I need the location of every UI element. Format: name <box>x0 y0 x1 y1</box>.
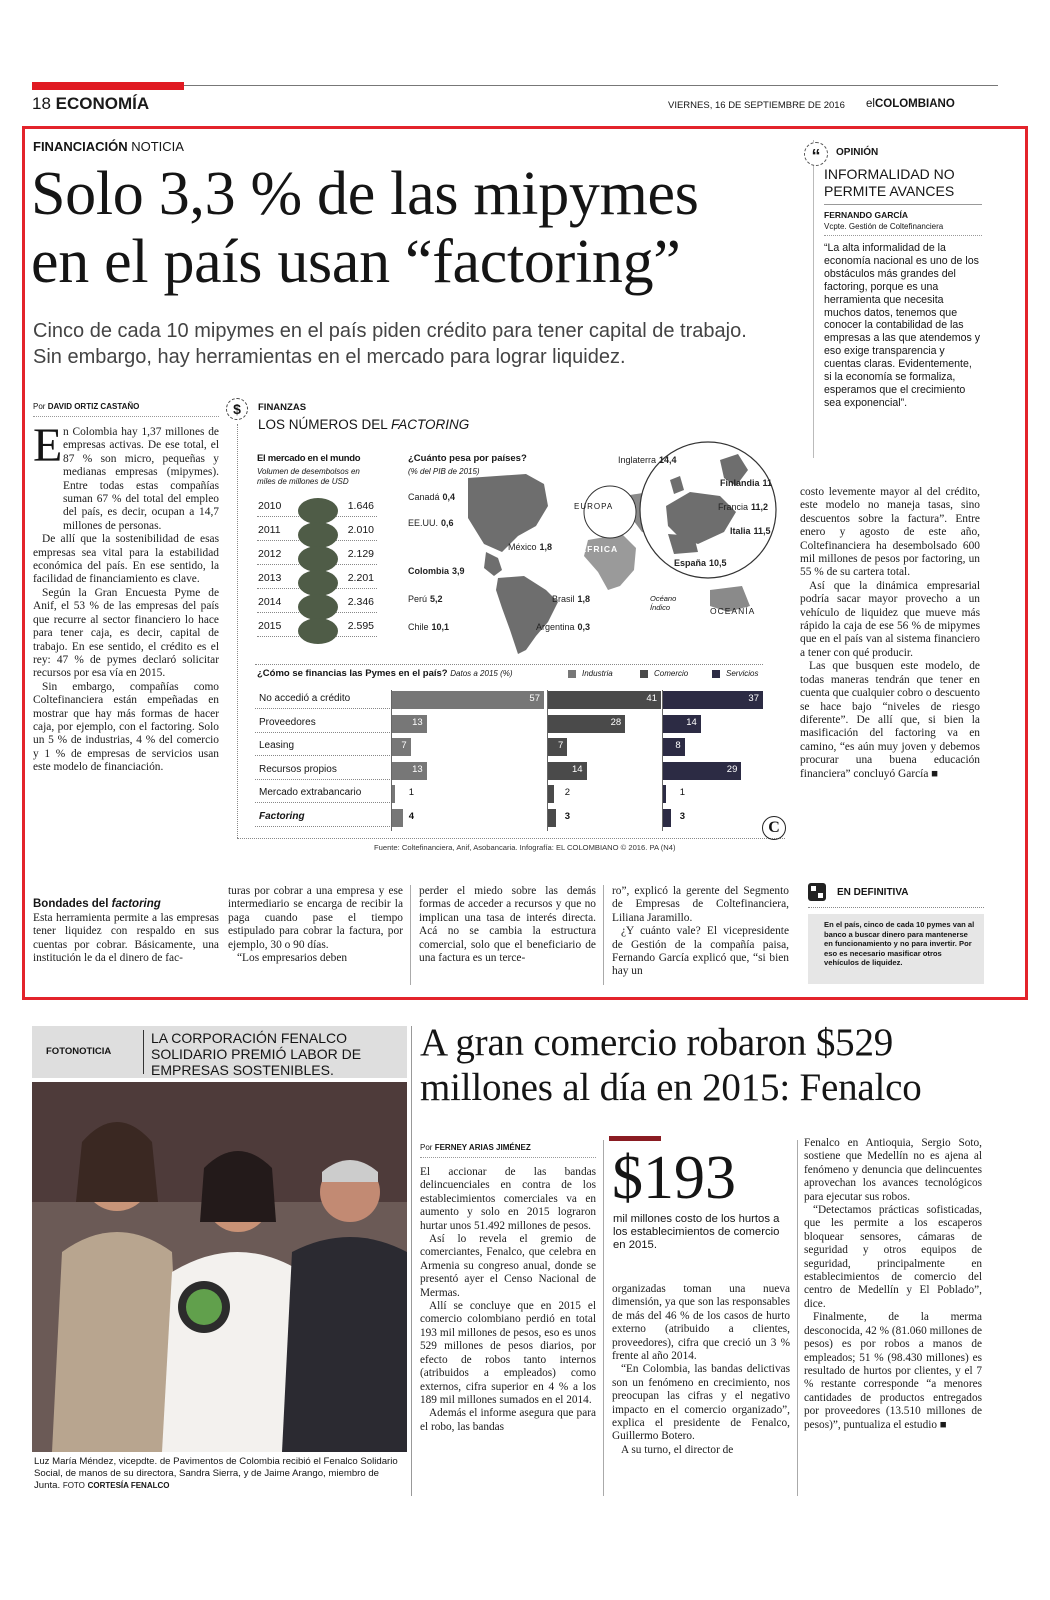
chart-row-rule <box>255 755 390 756</box>
definitiva-text: En el país, cinco de cada 10 pymes van al banco a buscar dinero para mantenerse en funcionamiento y no para invertir. Por eso es necesario masificar otros vehículos de liquidez. <box>824 920 975 968</box>
country-name: Canadá <box>408 492 440 502</box>
paragraph: Así lo revela el gremio de comerciantes, Fenalco, que celebra en Armenia su congreso anual, donde se presentó ayer el Censo Nacional de Mermas. <box>420 1233 596 1299</box>
headline-line-2: en el país usan “factoring” <box>31 228 681 296</box>
chart-subtitle: Datos a 2015 (%) <box>450 669 513 678</box>
legend-swatch <box>568 670 576 678</box>
country-value: 10,5 <box>709 558 727 568</box>
article2-col-1 <box>420 1166 596 1434</box>
country-label <box>536 622 590 632</box>
paragraph: perder el miedo sobre las demás formas de acceder a recursos y que no implican una tasa de interés directa. Acá no se cambia la estructura comercial, solo que el beneficiario de una factura es un terce- <box>419 885 596 965</box>
credit-prefix: FOTO <box>62 1481 85 1490</box>
country-name: España <box>674 558 707 568</box>
country-value: 5,2 <box>430 594 443 604</box>
bar-value-label: 14 <box>572 763 583 775</box>
country-value: 0,4 <box>442 492 456 502</box>
coin-stack <box>298 594 338 620</box>
brand-name: COLOMBIANO <box>874 98 955 110</box>
definitiva-rule <box>808 907 984 908</box>
bar-value-label: 13 <box>412 716 423 728</box>
infographic-title-text: LOS NÚMEROS DEL <box>258 417 388 432</box>
opinion-headline: INFORMALIDAD NO PERMITE AVANCES <box>824 166 955 199</box>
headline-line-1: A gran comercio robaron $529 <box>420 1021 894 1064</box>
chart-row-rule <box>255 708 390 709</box>
paragraph: organizadas toman una nueva dimensión, ya que son las responsables de más del 46 % de los casos de hurto externo (atribuido a clientes, proveedores), cifra que creció un 3 % frente al año 2014. <box>612 1283 790 1363</box>
big-number: $193 <box>612 1144 736 1212</box>
country-name: México <box>508 542 537 552</box>
chart-title-text: ¿Cómo se financias las Pymes en el país? <box>257 668 448 679</box>
country-name: Francia <box>718 502 749 512</box>
byline-author: FERNEY ARIAS JIMÉNEZ <box>434 1143 531 1152</box>
country-name: EE.UU. <box>408 518 439 528</box>
bar-value-label: 8 <box>675 740 681 751</box>
panel-divider <box>391 690 392 831</box>
page-header <box>32 94 149 114</box>
bar-industria <box>392 785 395 803</box>
opinion-label: OPINIÓN <box>836 147 879 158</box>
paragraph: ro”, explicó la gerente del Segmento de Empresas de Coltefinanciera, Liliana Jaramillo. <box>612 885 789 924</box>
country-name: Brasil <box>552 594 575 604</box>
bar-value-label: 57 <box>529 693 540 704</box>
paragraph: “Detectamos prácticas sofisticadas, que les permite a los escaperos bloquear sensores, cámaras de seguridad y otros equipos de seguridad, principalmente en establecimientos de comercio del centro de Medellín y El Poblado”, dice. <box>804 1204 982 1310</box>
bar-comercio <box>548 785 554 803</box>
definitiva-label: EN DEFINITIVA <box>837 887 909 898</box>
quote-icon: “ <box>804 142 828 166</box>
world-year: 2015 <box>258 620 282 632</box>
coin-stack <box>298 546 338 572</box>
paragraph: Además el informe asegura que para el robo, las bandas <box>420 1407 596 1433</box>
coin-stack <box>298 570 338 596</box>
world-value: 2.595 <box>347 620 374 632</box>
byline-prefix: Por <box>33 402 46 411</box>
world-value: 2.201 <box>347 572 374 584</box>
country-name: Italia <box>730 526 751 536</box>
infographic-kicker: FINANZAS <box>258 402 307 413</box>
article-col-4 <box>612 885 789 979</box>
category-label: Factoring <box>259 810 305 822</box>
drop-cap: E <box>33 419 63 472</box>
article-col-3 <box>419 885 596 965</box>
world-title: El mercado en el mundo <box>257 453 361 464</box>
country-label <box>408 594 443 604</box>
byline-rule <box>420 1157 596 1158</box>
grid-icon <box>808 883 826 901</box>
chart-title <box>257 668 513 679</box>
paragraph: Finalmente, de la merma desconocida, 42 % (81.060 millones de pesos) es por robos a manos de empleados; 51 % (98.430 millones) es resultado de hurtos por clientes, y el 7 % restante corresponde “a menores cantidades de productos entregados por proveedores (13.510 millones de pesos)”, puntualiza el estudio ■ <box>804 1311 982 1431</box>
byline <box>33 402 139 411</box>
bar-value-label: 3 <box>564 810 570 822</box>
country-value: 11 <box>762 478 773 488</box>
section-name: ECONOMÍA <box>55 94 150 113</box>
bar-value-label: 28 <box>610 716 622 728</box>
subhead-text: Bondades del <box>33 898 109 910</box>
award-photo <box>32 1082 407 1452</box>
countries-title: ¿Cuánto pesa por países? <box>408 453 527 464</box>
paragraph: Sin embargo, compañías como Coltefinanciera están empeñadas en mostrar que hay más formas de hacer caja, por ejemplo, con el factoring. Solo un 5 % de industrias, 4 % del comercio y 1 % de empresas de servicios usan este modelo de financiación. <box>33 680 219 774</box>
infographic-title-emphasis: FACTORING <box>391 417 470 432</box>
region-oceania: OCEANÍA <box>710 606 756 616</box>
header-rule <box>184 85 998 86</box>
article2-col-2 <box>612 1283 790 1457</box>
paragraph: costo levemente mayor al del crédito, este modelo no maneja tasas, sino descuentos sobre la factura”. Entre enero y agosto de este año, Coltefinanciera ha desembolsado 600 mil millones de pesos por factoring, un 55 % de su cartera total. <box>800 486 980 579</box>
country-label <box>618 455 677 465</box>
country-value: 0,3 <box>577 622 591 632</box>
legend-label: Servicios <box>726 669 759 678</box>
country-value: 11,5 <box>753 526 771 536</box>
photo-headline: LA CORPORACIÓN FENALCO SOLIDARIO PREMIÓ LABOR DE EMPRESAS SOSTENIBLES. <box>151 1030 362 1078</box>
category-label: Leasing <box>259 740 295 751</box>
bar-value-label: 4 <box>408 810 414 822</box>
region-indian-ocean: Océano Índico <box>650 594 677 612</box>
chart-row-rule <box>255 826 390 827</box>
bar-value-label: 7 <box>557 740 564 751</box>
column-divider <box>603 1140 604 1496</box>
bar-value-label: 7 <box>401 740 407 751</box>
masthead <box>866 98 955 110</box>
legend-label: Industria <box>582 669 613 678</box>
article2-byline <box>420 1143 531 1152</box>
region-africa: ÁFRICA <box>580 544 619 554</box>
country-label <box>508 542 552 552</box>
bar-value-label: 2 <box>564 787 570 798</box>
category-label: Mercado extrabancario <box>259 787 362 798</box>
paragraph: “En Colombia, las bandas delictivas son un fenómeno en crecimiento, nos preocupan las cifras y el negativo impacto en el comercio organizado”, explica el presidente de Fenalco, Guillermo Botero. <box>612 1363 790 1443</box>
country-value: 1,8 <box>577 594 591 604</box>
country-name: Chile <box>408 622 429 632</box>
world-year: 2014 <box>258 596 282 608</box>
bar-value-label: 14 <box>686 716 697 728</box>
world-year: 2013 <box>258 572 282 584</box>
issue-date: VIERNES, 16 DE SEPTIEMBRE DE 2016 <box>668 100 845 111</box>
country-label <box>674 558 727 568</box>
paragraph: A su turno, el director de <box>621 1443 734 1456</box>
photo-caption <box>34 1456 406 1492</box>
article-col-1b <box>33 912 219 966</box>
infographic-left-rule <box>237 424 238 838</box>
column-divider <box>603 885 604 985</box>
kicker <box>33 139 184 154</box>
category-label: Recursos propios <box>259 763 337 775</box>
opinion-rule <box>824 235 982 236</box>
chart-row-rule <box>255 802 390 803</box>
bar-value-label: 3 <box>679 810 685 822</box>
photo-divider <box>143 1030 144 1074</box>
country-name: Finlandia <box>720 478 760 488</box>
caption-text: Luz María Méndez, vicepdte. de Pavimentos de Colombia recibió el Fenalco Solidario Social, de manos de su directora, Sandra Sierra, y de Jaime Arango, miembro de Junta. <box>34 1456 398 1491</box>
panel-divider <box>547 690 548 831</box>
country-label <box>408 492 455 502</box>
section-divider <box>411 1026 412 1496</box>
country-label <box>720 478 772 488</box>
opinion-divider <box>813 140 814 458</box>
country-value: 11,2 <box>751 502 769 512</box>
headline-line-2: millones al día en 2015: Fenalco <box>420 1066 922 1109</box>
chart-row-rule <box>255 732 390 733</box>
paragraph: De allí que la sostenibilidad de esas empresas sea vital para la estabilidad económica del país. En ese sentido, la facilidad de financiamiento es clave. <box>33 533 219 586</box>
byline-rule <box>33 416 219 417</box>
paragraph: Así que la dinámica empresarial podría sacar mayor provecho a un vehículo de liquidez que mueve más rápido la caja de ese 56 % de mipymes que en el país van al sistema financiero a tener con qué producir. <box>800 579 980 659</box>
paragraph: ¿Y cuánto vale? El vicepresidente de Gestión de la compañía paisa, Fernando García explicó que, “si bien hay un <box>612 925 789 978</box>
newspaper-logo: C <box>762 816 786 840</box>
country-value: 0,6 <box>441 518 454 528</box>
world-value: 2.010 <box>347 524 374 536</box>
bar-value-label: 41 <box>646 693 657 704</box>
panel-divider <box>662 690 663 831</box>
paragraph: Según la Gran Encuesta Pyme de Anif, el 53 % de las empresas del país que recurre al sector financiero lo hace para tener caja, es decir, capital de trabajo. En ese sentido, el crédito es el rey: 47 % de pymes declaró solicitar recursos por esa vía en 2015. <box>33 586 219 680</box>
country-label <box>730 526 771 536</box>
paragraph: El accionar de las bandas delincuenciales en contra de los establecimientos comerciales va en aumento y solo en 2015 lograron hurtar unos 51.492 millones de pesos. <box>420 1166 596 1232</box>
chart-row-rule <box>255 779 390 780</box>
coin-stack <box>298 618 338 644</box>
opinion-quote: “La alta informalidad de la economía nacional es uno de los obstáculos más grandes del factoring, porque es una herramienta que necesita muchos datos, tenemos que conocer la contabilidad de las empresas a las que atendemos y eso exige transparencia y cuentas claras. Evidentemente, si la economía se formaliza, esperamos que el crecimiento sea exponencial”. <box>824 242 981 409</box>
country-name: Argentina <box>536 622 575 632</box>
article2-col-3 <box>804 1137 982 1432</box>
column-divider <box>797 1140 798 1496</box>
byline-author: DAVID ORTIZ CASTAÑO <box>47 402 140 411</box>
legend-swatch <box>640 670 648 678</box>
country-value: 3,9 <box>452 566 465 576</box>
page-number: 18 <box>32 94 51 113</box>
country-value: 1,8 <box>539 542 553 552</box>
country-label <box>408 622 449 632</box>
country-value: 14,4 <box>659 455 677 465</box>
world-value: 1.646 <box>347 500 374 512</box>
big-number-caption: mil millones costo de los hurtos a los establecimientos de comercio en 2015. <box>613 1213 780 1251</box>
country-name: Inglaterra <box>618 455 657 465</box>
world-value: 2.129 <box>347 548 374 560</box>
dollar-icon: $ <box>226 398 248 420</box>
country-label <box>408 566 465 576</box>
category-label: No accedió a crédito <box>259 693 351 704</box>
chart-rule <box>255 664 763 665</box>
paragraph: turas por cobrar a una empresa y ese intermediario se encarga de recibir la paga cuando pase el tiempo estipulado para cobrar la factura, por ejemplo, 30 o 90 días. <box>228 885 403 951</box>
opinion-author: FERNANDO GARCÍA <box>824 210 909 220</box>
country-label <box>718 502 768 512</box>
coin-stack <box>298 498 338 524</box>
countries-subtitle: (% del PIB de 2015) <box>408 467 480 476</box>
headline <box>31 160 699 296</box>
figure-accent-bar <box>609 1136 661 1141</box>
article-col-2 <box>228 885 403 965</box>
paragraph: Fenalco en Antioquia, Sergio Soto, sostiene que Medellín no es ajena al fenómeno y denuncia que delincuentes aprovechan los avances tecnológicos para ejecutar sus robos. <box>804 1137 982 1203</box>
legend-swatch <box>712 670 720 678</box>
column-divider <box>410 885 411 985</box>
deck: Cinco de cada 10 mipymes en el país piden crédito para tener capital de trabajo. Sin embargo, hay herramientas en el mercado para lograr liquidez. <box>33 320 747 368</box>
bar-value-label: 29 <box>726 763 738 775</box>
paragraph: Esta herramienta permite a las empresas tener liquidez con respaldo en sus cuentas por cobrar. Básicamente, una institución le da el dinero de fac- <box>33 912 219 965</box>
country-label <box>552 594 590 604</box>
article-col-1 <box>33 419 219 775</box>
article-col-5 <box>800 486 980 781</box>
infographic-bottom-rule <box>237 838 785 839</box>
world-year: 2012 <box>258 548 282 560</box>
paragraph: Allí se concluye que en 2015 el comercio colombiano perdió en total 193 mil millones de pesos, eso es unos 529 millones de pesos diarios, por efecto de robos tanto internos (atribuidos a empleados) como externos, cifra superior en 4 % a los 189 mil millones sumados en el 2014. <box>420 1300 596 1406</box>
bar-value-label: 1 <box>679 787 685 798</box>
kicker-type: NOTICIA <box>131 139 184 154</box>
legend-label: Comercio <box>654 669 689 678</box>
world-subtitle: Volumen de desembolsos en miles de millones de USD <box>257 467 360 486</box>
country-name: Perú <box>408 594 428 604</box>
world-year: 2011 <box>258 524 281 536</box>
subhead-emphasis: factoring <box>111 898 161 910</box>
opinion-rule <box>824 204 982 205</box>
bar-value-label: 1 <box>408 787 414 798</box>
country-name: Colombia <box>408 566 450 576</box>
bar-industria <box>392 691 544 709</box>
world-value: 2.346 <box>347 596 374 608</box>
bar-servicios <box>663 785 666 803</box>
category-label: Proveedores <box>259 716 316 728</box>
infographic-source: Fuente: Coltefinanciera, Anif, Asobancaria. Infografía: EL COLOMBIANO © 2016. PA (N4) <box>374 843 676 852</box>
country-label <box>408 518 454 528</box>
kicker-section: FINANCIACIÓN <box>33 139 128 154</box>
headline-line-1: Solo 3,3 % de las mipymes <box>31 160 699 228</box>
paragraph: n Colombia hay 1,37 millones de empresas activas. De ese total, el 87 % son micro, pequeñas y medianas empresas (mipymes). Entre todas estas compañías suman 67 % del total del empleo del país, es decir, ocupan a 14,7 millones de personas. <box>63 426 219 532</box>
infographic-title <box>258 417 469 432</box>
opinion-role: Vcpte. Gestión de Coltefinanciera <box>824 222 944 231</box>
header-accent-bar <box>32 82 184 90</box>
world-year: 2010 <box>258 500 282 512</box>
bar-value-label: 13 <box>412 763 423 775</box>
coin-stack <box>298 522 338 548</box>
photo-credit: CORTESÍA FENALCO <box>87 1481 170 1490</box>
byline-prefix: Por <box>420 1143 433 1152</box>
brand-prefix: el <box>866 98 875 110</box>
paragraph: Las que busquen este modelo, de todas maneras tendrán que tener en cuenta que cualquier cobro o descuento se hace bajo “niveles de riesgo diferente”. De allí que, si bien la masificación del factoring va en camino, “es aún muy joven y debemos procurar una buena educación financiera” concluyó García ■ <box>800 660 980 780</box>
photo-label: FOTONOTICIA <box>46 1046 112 1057</box>
region-europa: EUROPA <box>574 502 614 511</box>
country-value: 10,1 <box>431 622 450 632</box>
subhead <box>33 898 161 910</box>
bar-value-label: 37 <box>748 693 759 704</box>
article2-headline <box>420 1020 922 1110</box>
paragraph: “Los empresarios deben <box>237 952 348 965</box>
